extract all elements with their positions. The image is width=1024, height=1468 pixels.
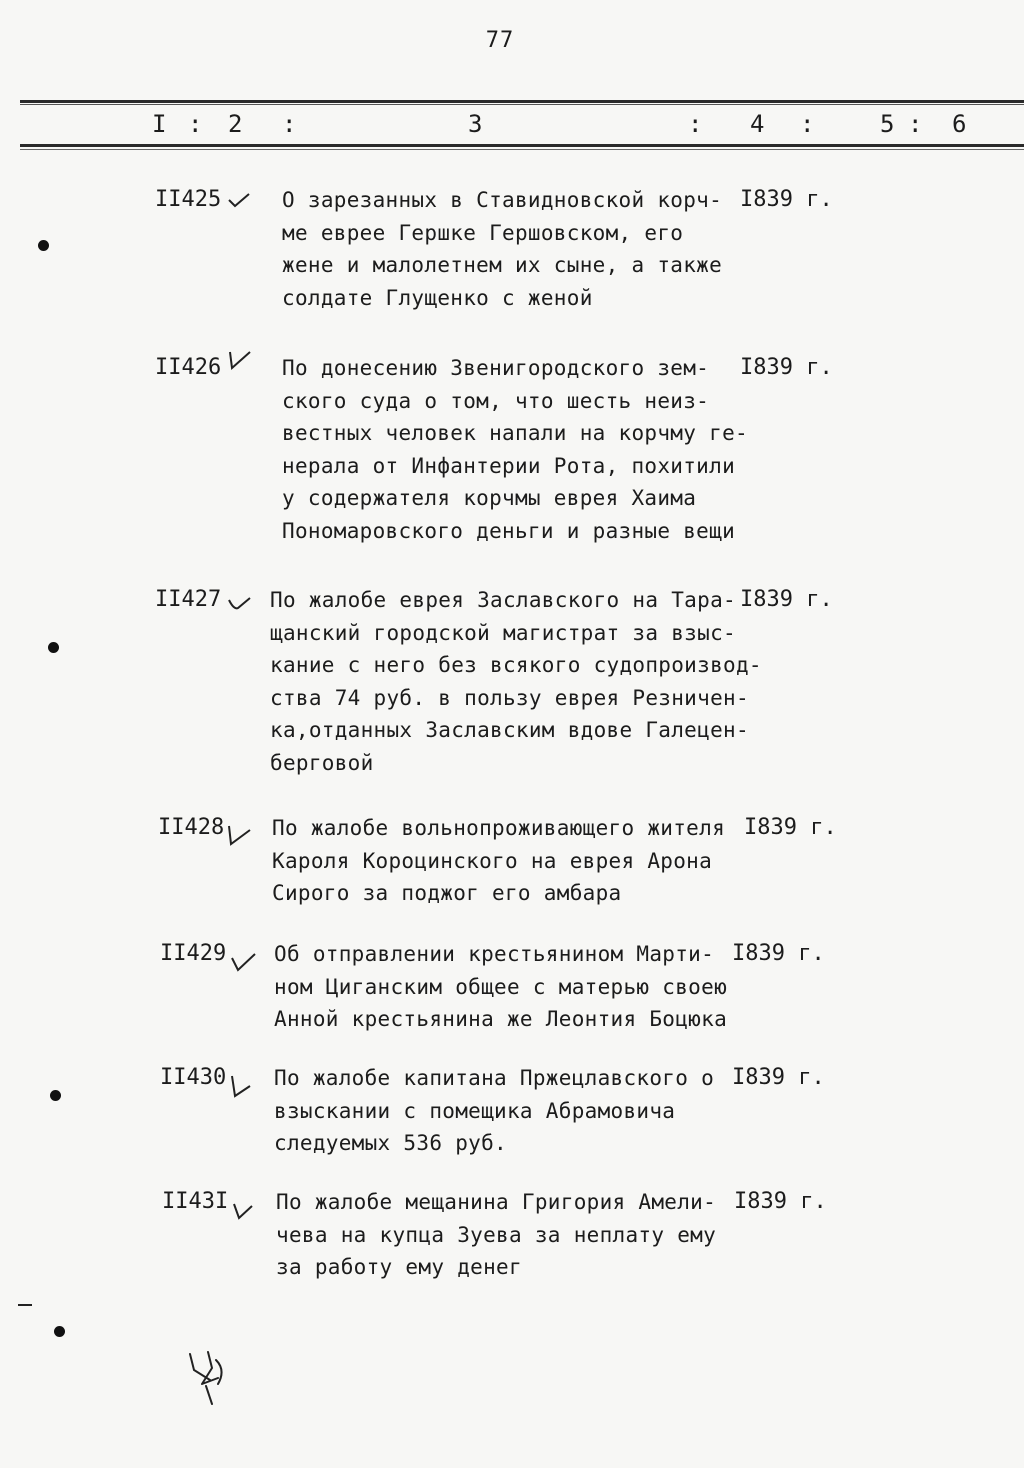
check-mark-icon: [228, 1072, 254, 1098]
entry-description: По жалобе вольнопроживающего жителя Кароля Короцинского на еврея Арона Сирого за поджог его амбара: [272, 816, 726, 905]
entry-number: II430: [160, 1065, 227, 1090]
entry-number: II425: [155, 187, 222, 212]
column-header-2: 2: [228, 110, 243, 138]
punch-hole-icon: [50, 1090, 61, 1101]
entry-number: II428: [158, 815, 225, 840]
check-mark-icon: [230, 948, 256, 974]
entry-number: II427: [155, 587, 222, 612]
signature-mark: [182, 1350, 232, 1406]
entry-number: II426: [155, 355, 222, 380]
entry-description: По жалобе капитана Пржецлавского о взыскании с помещика Абрамовича следуемых 536 руб.: [274, 1066, 715, 1155]
page-number: 77: [485, 28, 515, 53]
column-separator: :: [908, 110, 923, 138]
entry-year: I839 г.: [740, 187, 833, 212]
column-separator: :: [188, 110, 203, 138]
column-separator: :: [688, 110, 703, 138]
column-header-1: I: [152, 110, 167, 138]
check-mark-icon: [226, 820, 252, 846]
column-header-6: 6: [952, 110, 967, 138]
entry-description: По жалобе еврея Заславского на Тара- щанский городской магистрат за взыс- кание с него без всякого судопроизвод- ства 74 руб. в пользу еврея Резничен- ка,отданных Заславским вдове Галецен- берговой: [270, 588, 762, 775]
entry-year: I839 г.: [732, 941, 825, 966]
header-rule-bottom-thin: [20, 149, 1024, 150]
check-mark-icon: [226, 186, 252, 212]
entry-year: I839 г.: [744, 815, 837, 840]
punch-hole-icon: [54, 1326, 65, 1337]
entry-description: По донесению Звенигородского зем- ского суда о том, что шесть неиз- вестных человек напали на корчму ге- нерала от Инфантерии Рота, похитили у содержателя корчмы еврея Хаима Пономаровского деньги и разные вещи: [282, 356, 748, 543]
entry-year: I839 г.: [740, 355, 833, 380]
check-mark-icon: [226, 590, 252, 616]
entry-description: По жалобе мещанина Григория Амели- чева на купца Зуева за неплату ему за работу ему денег: [276, 1190, 717, 1279]
punch-hole-icon: [38, 240, 49, 251]
entry-number: II429: [160, 941, 227, 966]
entry-number: II43I: [162, 1189, 229, 1214]
header-rule-top-thin: [20, 104, 1024, 105]
header-rule-top: [20, 100, 1024, 103]
column-separator: :: [282, 110, 297, 138]
header-rule-bottom: [20, 144, 1024, 147]
punch-hole-icon: [48, 642, 59, 653]
column-header-5: 5: [880, 110, 895, 138]
entry-year: I839 г.: [734, 1189, 827, 1214]
column-header-3: 3: [468, 110, 483, 138]
entry-description: Об отправлении крестьянином Марти- ном Циганским общее с матерью своею Анной крестьянина же Леонтия Боцюка: [274, 942, 728, 1031]
entry-year: I839 г.: [732, 1065, 825, 1090]
entry-year: I839 г.: [740, 587, 833, 612]
check-mark-icon: [226, 348, 252, 374]
column-separator: :: [800, 110, 815, 138]
column-header-4: 4: [750, 110, 765, 138]
margin-dash: [18, 1304, 32, 1306]
check-mark-icon: [230, 1196, 256, 1222]
entry-description: О зарезанных в Ставидновской корч- ме еврее Гершке Гершовском, его жене и малолетнем их сыне, а также солдате Глущенко с женой: [282, 188, 723, 310]
